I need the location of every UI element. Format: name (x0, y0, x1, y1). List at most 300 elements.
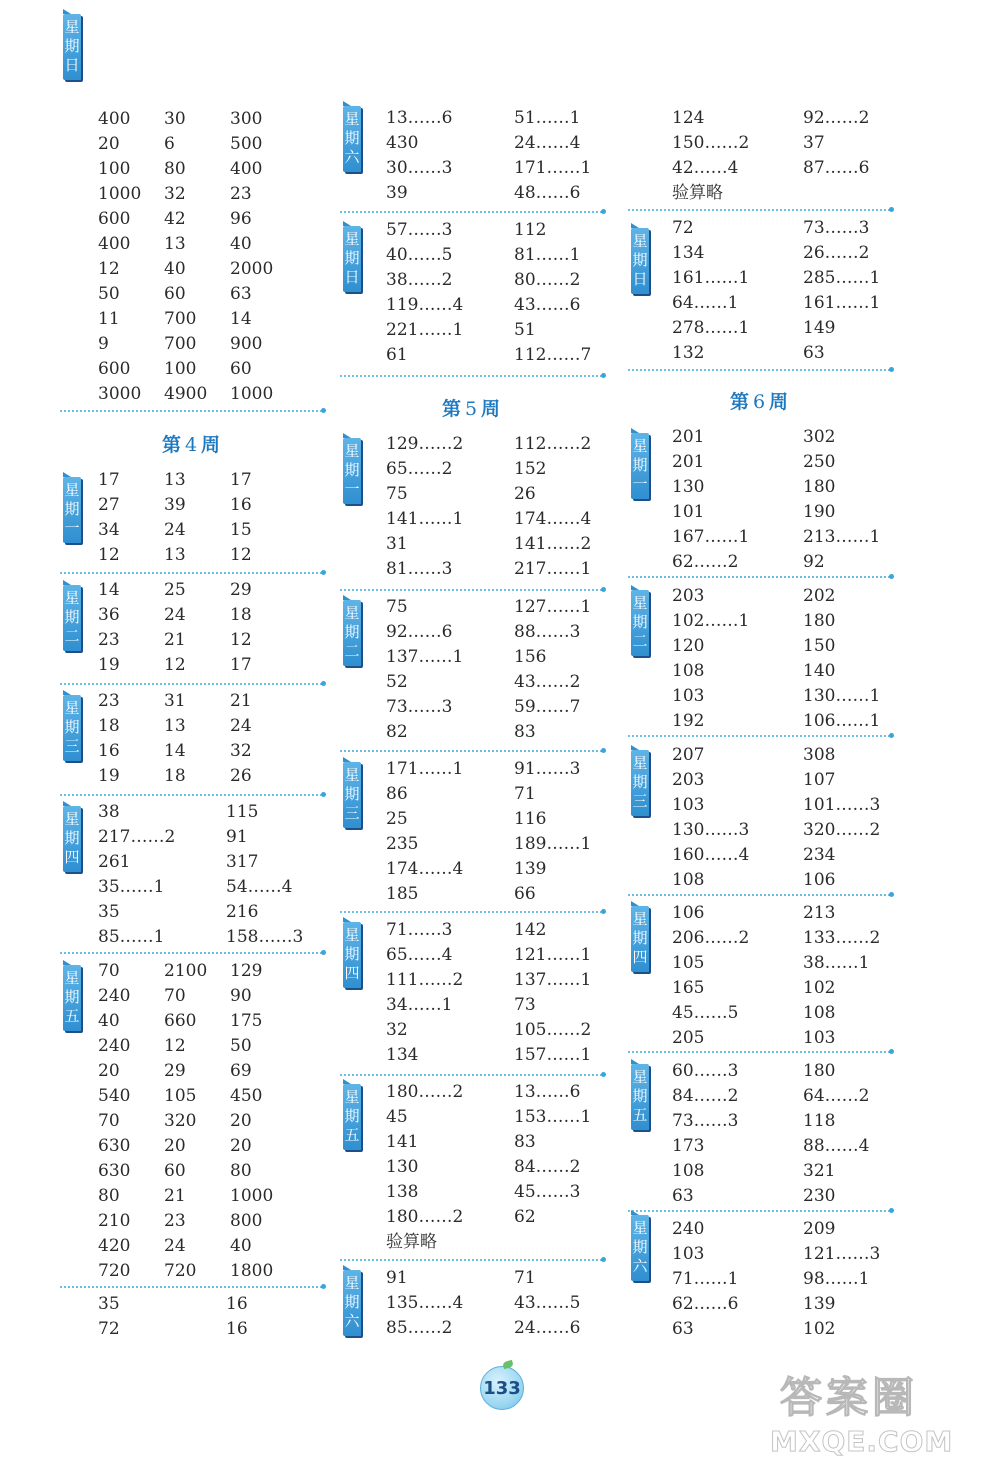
weekday-tab-char: 期 (344, 623, 360, 641)
answer-cell: 1000 (230, 1186, 274, 1206)
weekday-tab-char: 期 (632, 929, 648, 947)
answer-cell: 34……1 (386, 995, 453, 1015)
answer-cell: 12 (230, 545, 252, 565)
answer-cell: 116 (514, 809, 547, 829)
answer-cell: 63 (672, 1319, 694, 1339)
weekday-tab-char: 三 (64, 737, 80, 755)
answer-cell: 137……1 (514, 970, 592, 990)
answer-cell: 16 (226, 1319, 248, 1339)
answer-cell: 48……6 (514, 183, 581, 203)
week-number: 6 (752, 391, 766, 413)
answer-cell: 180 (803, 477, 836, 497)
answer-cell: 135……4 (386, 1293, 464, 1313)
answer-cell: 80……2 (514, 270, 581, 290)
answer-cell: 261 (98, 852, 131, 872)
answer-cell: 127……1 (514, 597, 592, 617)
answer-cell: 82 (386, 722, 408, 742)
answer-cell: 84……2 (514, 1157, 581, 1177)
answer-cell: 320 (164, 1111, 197, 1131)
answer-cell: 500 (230, 134, 263, 154)
answer-cell: 51……1 (514, 108, 581, 128)
answer-cell: 98……1 (803, 1269, 870, 1289)
answer-cell: 203 (672, 770, 705, 790)
weekday-tab (343, 438, 361, 504)
answer-cell: 32 (230, 741, 252, 761)
answer-cell: 400 (230, 159, 263, 179)
weekday-tab-char: 期 (344, 129, 360, 147)
answer-cell: 149 (803, 318, 836, 338)
answer-cell: 23 (98, 630, 120, 650)
answer-cell: 19 (98, 766, 120, 786)
answer-cell: 85……1 (98, 927, 165, 947)
answer-cell: 106 (803, 870, 836, 890)
answer-cell: 50 (230, 1036, 252, 1056)
answer-cell: 100 (164, 359, 197, 379)
answer-cell: 213……1 (803, 527, 881, 547)
weekday-tab-char: 期 (632, 456, 648, 474)
answer-cell: 42 (164, 209, 186, 229)
answer-cell: 25 (164, 580, 186, 600)
answer-cell: 209 (803, 1219, 836, 1239)
section-divider (60, 1286, 322, 1288)
answer-cell: 40 (230, 1236, 252, 1256)
answer-cell: 112……2 (514, 434, 592, 454)
answer-cell: 165 (672, 978, 705, 998)
answer-cell: 21 (164, 1186, 186, 1206)
weekday-tab-char: 星 (64, 969, 80, 987)
answer-cell: 16 (98, 741, 120, 761)
weekday-tab-char: 星 (632, 437, 648, 455)
answer-cell: 71 (514, 1268, 536, 1288)
answer-cell: 102……1 (672, 611, 750, 631)
answer-cell: 175 (230, 1011, 263, 1031)
answer-cell: 800 (230, 1211, 263, 1231)
answer-cell: 203 (672, 586, 705, 606)
weekday-tab-char: 星 (632, 1068, 648, 1086)
answer-cell: 189……1 (514, 834, 592, 854)
answer-cell: 38……1 (803, 953, 870, 973)
weekday-tab-char: 四 (344, 964, 360, 982)
answer-cell: 14 (164, 741, 186, 761)
answer-cell: 217……2 (98, 827, 176, 847)
answer-cell: 35……1 (98, 877, 165, 897)
answer-cell: 140 (803, 661, 836, 681)
weekday-tab-char: 四 (64, 848, 80, 866)
answer-cell: 400 (98, 109, 131, 129)
answer-cell: 103 (672, 795, 705, 815)
answer-cell: 62……6 (672, 1294, 739, 1314)
weekday-tab-char: 星 (632, 754, 648, 772)
weekday-tab-char: 星 (64, 481, 80, 499)
answer-cell: 700 (164, 309, 197, 329)
answer-cell: 80 (98, 1186, 120, 1206)
answer-cell: 400 (98, 234, 131, 254)
section-divider (60, 410, 322, 412)
answer-cell: 900 (230, 334, 263, 354)
answer-cell: 167……1 (672, 527, 750, 547)
answer-cell: 40 (98, 1011, 120, 1031)
weekday-tab-char: 一 (64, 519, 80, 537)
answer-cell: 70 (98, 961, 120, 981)
answer-cell: 12 (98, 259, 120, 279)
answer-cell: 91 (226, 827, 248, 847)
answer-cell: 240 (98, 1036, 131, 1056)
weekday-tab (343, 1270, 361, 1336)
weekday-tab-char: 星 (344, 926, 360, 944)
answer-cell: 71……1 (672, 1269, 739, 1289)
answer-cell: 16 (230, 495, 252, 515)
answer-cell: 130……3 (672, 820, 750, 840)
answer-cell: 19 (98, 655, 120, 675)
answer-cell: 45 (386, 1107, 408, 1127)
answer-cell: 63 (672, 1186, 694, 1206)
answer-cell: 112 (514, 220, 547, 240)
week-heading (340, 394, 602, 421)
answer-cell: 278……1 (672, 318, 750, 338)
section-divider (628, 894, 890, 896)
answer-cell: 14 (98, 580, 120, 600)
answer-cell: 185 (386, 884, 419, 904)
answer-cell: 139 (514, 859, 547, 879)
answer-cell: 121……1 (514, 945, 592, 965)
weekday-tab-char: 星 (344, 230, 360, 248)
answer-cell: 62 (514, 1207, 536, 1227)
answer-cell: 13 (164, 234, 186, 254)
weekday-tab (63, 806, 81, 872)
answer-cell: 103 (803, 1028, 836, 1048)
answer-cell: 130 (386, 1157, 419, 1177)
weekday-tab-char: 期 (632, 251, 648, 269)
week-suffix: 周 (201, 434, 221, 456)
weekday-tab (631, 906, 649, 972)
answer-cell: 21 (230, 691, 252, 711)
answer-cell: 50 (98, 284, 120, 304)
answer-cell: 70 (164, 986, 186, 1006)
weekday-tab-char: 星 (64, 699, 80, 717)
answer-cell: 1800 (230, 1261, 274, 1281)
answer-cell: 141……1 (386, 509, 464, 529)
weekday-tab (63, 14, 81, 80)
weekday-tab-char: 六 (632, 1257, 648, 1275)
answer-cell: 213 (803, 903, 836, 923)
answer-cell: 308 (803, 745, 836, 765)
answer-cell: 157……1 (514, 1045, 592, 1065)
answer-cell: 13……6 (386, 108, 453, 128)
answer-cell: 88……3 (514, 622, 581, 642)
answer-cell: 83 (514, 1132, 536, 1152)
answer-cell: 720 (98, 1261, 131, 1281)
weekday-tab (63, 965, 81, 1031)
section-divider (60, 572, 322, 574)
answer-cell: 90 (230, 986, 252, 1006)
answer-cell: 102 (803, 978, 836, 998)
section-divider (60, 683, 322, 685)
weekday-tab-char: 星 (632, 594, 648, 612)
answer-cell: 72 (98, 1319, 120, 1339)
answer-cell: 129……2 (386, 434, 464, 454)
answer-cell: 38 (98, 802, 120, 822)
weekday-tab-char: 日 (64, 56, 80, 74)
weekday-tab-char: 期 (64, 500, 80, 518)
answer-cell: 1000 (98, 184, 142, 204)
answer-cell: 240 (98, 986, 131, 1006)
answer-cell: 61 (386, 345, 408, 365)
answer-cell: 2000 (230, 259, 274, 279)
weekday-tab-char: 五 (344, 1126, 360, 1144)
answer-cell: 234 (803, 845, 836, 865)
answer-cell: 65……4 (386, 945, 453, 965)
week-heading (628, 387, 890, 414)
answer-cell: 142 (514, 920, 547, 940)
answer-cell: 23 (230, 184, 252, 204)
answer-cell: 81……3 (386, 559, 453, 579)
answer-cell: 24 (164, 520, 186, 540)
answer-cell: 83 (514, 722, 536, 742)
weekday-tab (631, 1215, 649, 1281)
answer-cell: 73 (514, 995, 536, 1015)
answer-cell: 92……6 (386, 622, 453, 642)
week-suffix: 周 (769, 391, 789, 413)
answer-cell: 80 (164, 159, 186, 179)
answer-cell: 3000 (98, 384, 142, 404)
answer-cell: 36 (98, 605, 120, 625)
answer-cell: 40 (164, 259, 186, 279)
answer-cell: 73……3 (803, 218, 870, 238)
weekday-tab-char: 六 (344, 148, 360, 166)
weekday-tab-char: 星 (632, 232, 648, 250)
weekday-tab-char: 期 (344, 249, 360, 267)
answer-cell: 230 (803, 1186, 836, 1206)
answer-cell: 18 (164, 766, 186, 786)
section-divider (340, 1074, 602, 1076)
answer-cell: 84……2 (672, 1086, 739, 1106)
answer-cell: 34 (98, 520, 120, 540)
answer-cell: 130……1 (803, 686, 881, 706)
answer-cell: 180……2 (386, 1082, 464, 1102)
weekday-tab-char: 二 (64, 627, 80, 645)
answer-cell: 39 (164, 495, 186, 515)
answer-cell: 31 (164, 691, 186, 711)
weekday-tab-char: 期 (344, 785, 360, 803)
weekday-tab-char: 星 (344, 604, 360, 622)
answer-cell: 69 (230, 1061, 252, 1081)
answer-cell: 156 (514, 647, 547, 667)
answer-cell: 38……2 (386, 270, 453, 290)
answer-cell: 171……1 (514, 158, 592, 178)
answer-cell: 52 (386, 672, 408, 692)
section-divider (628, 369, 890, 371)
answer-cell: 205 (672, 1028, 705, 1048)
answer-cell: 133……2 (803, 928, 881, 948)
weekday-tab-char: 期 (344, 1107, 360, 1125)
weekday-tab-char: 期 (632, 1087, 648, 1105)
weekday-tab-char: 四 (632, 948, 648, 966)
answer-cell: 600 (98, 359, 131, 379)
weekday-tab (631, 1064, 649, 1130)
answer-cell: 45……5 (672, 1003, 739, 1023)
answer-cell: 105……2 (514, 1020, 592, 1040)
answer-cell: 65……2 (386, 459, 453, 479)
answer-cell: 9 (98, 334, 109, 354)
answer-cell: 174……4 (514, 509, 592, 529)
answer-cell: 192 (672, 711, 705, 731)
week-prefix: 第 (161, 434, 181, 456)
answer-cell: 20 (230, 1111, 252, 1131)
weekday-tab (631, 433, 649, 499)
answer-cell: 201 (672, 427, 705, 447)
answer-cell: 32 (164, 184, 186, 204)
answer-cell: 221……1 (386, 320, 464, 340)
answer-cell: 23 (164, 1211, 186, 1231)
answer-cell: 450 (230, 1086, 263, 1106)
section-divider (628, 1210, 890, 1212)
answer-cell: 103 (672, 1244, 705, 1264)
answer-cell: 700 (164, 334, 197, 354)
answer-cell: 180 (803, 1061, 836, 1081)
week-heading (60, 430, 322, 457)
answer-cell: 12 (98, 545, 120, 565)
answer-cell: 141 (386, 1132, 419, 1152)
weekday-tab (631, 228, 649, 294)
answer-cell: 105 (672, 953, 705, 973)
answer-cell: 171……1 (386, 759, 464, 779)
answer-cell: 71……3 (386, 920, 453, 940)
weekday-tab (343, 1084, 361, 1150)
answer-cell: 217……1 (514, 559, 592, 579)
answer-cell: 202 (803, 586, 836, 606)
answer-cell: 150……2 (672, 133, 750, 153)
answer-cell: 60 (164, 1161, 186, 1181)
weekday-tab (343, 600, 361, 666)
answer-cell: 24 (230, 716, 252, 736)
answer-cell: 134 (672, 243, 705, 263)
section-divider (340, 750, 602, 752)
answer-cell: 26 (230, 766, 252, 786)
weekday-tab-char: 三 (632, 792, 648, 810)
answer-cell: 139 (803, 1294, 836, 1314)
weekday-tab-char: 五 (64, 1007, 80, 1025)
weekday-tab (343, 922, 361, 988)
answer-cell: 11 (98, 309, 120, 329)
answer-cell: 54……4 (226, 877, 293, 897)
answer-cell: 64……2 (803, 1086, 870, 1106)
weekday-tab-char: 星 (64, 810, 80, 828)
answer-cell: 630 (98, 1161, 131, 1181)
answer-cell: 302 (803, 427, 836, 447)
answer-cell: 106 (672, 903, 705, 923)
answer-cell: 111……2 (386, 970, 464, 990)
answer-cell: 43……6 (514, 295, 581, 315)
answer-cell: 26 (514, 484, 536, 504)
answer-cell: 300 (230, 109, 263, 129)
section-divider (340, 375, 602, 377)
answer-cell: 20 (164, 1136, 186, 1156)
answer-cell: 153……1 (514, 1107, 592, 1127)
answer-cell: 180 (803, 611, 836, 631)
page-number: 133 (480, 1366, 524, 1410)
weekday-tab-char: 期 (64, 608, 80, 626)
weekday-tab-char: 星 (64, 589, 80, 607)
section-divider (340, 589, 602, 591)
answer-cell: 150 (803, 636, 836, 656)
answer-cell: 240 (672, 1219, 705, 1239)
answer-cell: 12 (230, 630, 252, 650)
answer-cell: 51 (514, 320, 536, 340)
weekday-tab-char: 期 (64, 988, 80, 1006)
answer-cell: 91……3 (514, 759, 581, 779)
answer-cell: 23 (98, 691, 120, 711)
answer-cell: 17 (98, 470, 120, 490)
answer-cell: 27 (98, 495, 120, 515)
answer-cell: 43……2 (514, 672, 581, 692)
answer-cell: 17 (230, 655, 252, 675)
answer-cell: 206……2 (672, 928, 750, 948)
answer-cell: 35 (98, 1294, 120, 1314)
answer-cell: 108 (672, 661, 705, 681)
weekday-tab-char: 星 (344, 442, 360, 460)
answer-cell: 73……3 (386, 697, 453, 717)
answer-cell: 40……5 (386, 245, 453, 265)
weekday-tab-char: 二 (344, 642, 360, 660)
answer-cell: 132 (672, 343, 705, 363)
answer-cell: 81……1 (514, 245, 581, 265)
answer-cell: 86 (386, 784, 408, 804)
answer-cell: 420 (98, 1236, 131, 1256)
answer-cell: 103 (672, 686, 705, 706)
answer-cell: 24 (164, 605, 186, 625)
weekday-tab-char: 星 (344, 1274, 360, 1292)
weekday-tab (63, 585, 81, 651)
answer-cell: 13 (164, 545, 186, 565)
answer-cell: 60 (230, 359, 252, 379)
answer-cell: 119……4 (386, 295, 464, 315)
answer-cell: 130 (672, 477, 705, 497)
weekday-tab-char: 期 (632, 1238, 648, 1256)
weekday-tab-char: 一 (632, 475, 648, 493)
watermark-text: 答案圈 (780, 1373, 919, 1422)
weekday-tab-char: 期 (344, 945, 360, 963)
answer-cell: 160……4 (672, 845, 750, 865)
answer-cell: 88……4 (803, 1136, 870, 1156)
weekday-tab-char: 星 (344, 766, 360, 784)
answer-cell: 101……3 (803, 795, 881, 815)
weekday-tab-char: 星 (344, 110, 360, 128)
answer-cell: 102 (803, 1319, 836, 1339)
answer-cell: 13 (164, 470, 186, 490)
answer-cell: 24……4 (514, 133, 581, 153)
answer-cell: 190 (803, 502, 836, 522)
answer-cell: 24……6 (514, 1318, 581, 1338)
weekday-tab (631, 590, 649, 656)
answer-cell: 20 (98, 134, 120, 154)
answer-cell: 91 (386, 1268, 408, 1288)
weekday-tab-char: 五 (632, 1106, 648, 1124)
weekday-tab-char: 日 (344, 268, 360, 286)
answer-cell: 108 (672, 870, 705, 890)
answer-cell: 62……2 (672, 552, 739, 572)
answer-cell: 152 (514, 459, 547, 479)
answer-cell: 201 (672, 452, 705, 472)
weekday-tab-char: 日 (632, 270, 648, 288)
answer-cell: 720 (164, 1261, 197, 1281)
watermark-logo (770, 1365, 995, 1465)
weekday-tab-char: 期 (632, 613, 648, 631)
answer-cell: 96 (230, 209, 252, 229)
answer-cell: 141……2 (514, 534, 592, 554)
answer-cell: 317 (226, 852, 259, 872)
answer-cell: 21 (164, 630, 186, 650)
answer-cell: 124 (672, 108, 705, 128)
